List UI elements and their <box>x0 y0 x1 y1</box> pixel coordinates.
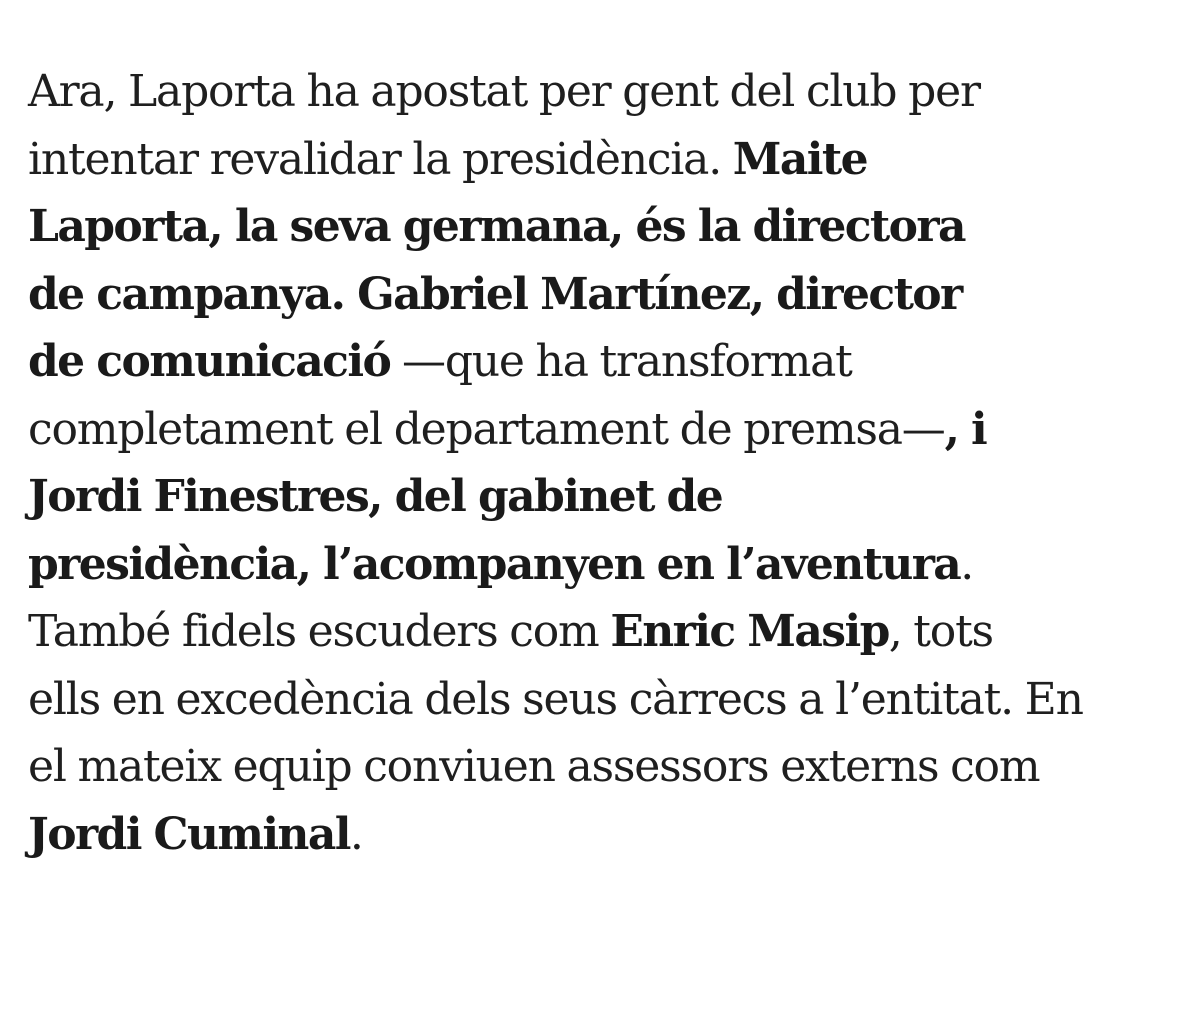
paragraph-line <box>28 261 1178 329</box>
paragraph-line <box>28 463 1178 531</box>
text-run: . <box>960 538 974 590</box>
paragraph-line <box>28 801 1178 869</box>
paragraph-line <box>28 58 1178 126</box>
text-run: —que ha transformat <box>390 336 852 387</box>
bold-text-run: Jordi Finestres, del gabinet de <box>28 471 723 522</box>
text-run: completament el departament de premsa— <box>28 403 945 455</box>
paragraph-line <box>28 328 1178 396</box>
paragraph-line <box>28 126 1178 194</box>
paragraph-line <box>28 598 1178 666</box>
text-run: ells en excedència dels seus càrrecs a l’entitat. En <box>28 673 1083 725</box>
text-run: També fidels escuders com <box>28 606 611 657</box>
bold-text-run: , i <box>944 403 987 455</box>
paragraph-line <box>28 396 1178 464</box>
paragraph-line <box>28 193 1178 261</box>
paragraph-line <box>28 531 1178 599</box>
bold-text-run: Maite <box>732 133 868 185</box>
text-run: Ara, Laporta ha apostat per gent del club per <box>28 66 980 117</box>
bold-text-run: Jordi Cuminal <box>28 808 350 860</box>
paragraph-line <box>28 666 1178 734</box>
article-paragraph <box>28 58 1178 868</box>
bold-text-run: de campanya. Gabriel Martínez, director <box>28 268 962 320</box>
text-run: el mateix equip conviuen assessors externs com <box>28 741 1040 792</box>
text-run: , tots <box>888 606 993 657</box>
text-run: . <box>349 808 363 860</box>
bold-text-run: presidència, l’acompanyen en l’aventura <box>28 538 961 590</box>
paragraph-line <box>28 733 1178 801</box>
bold-text-run: Laporta, la seva germana, és la directora <box>28 201 965 252</box>
text-run: intentar revalidar la presidència. <box>28 133 733 185</box>
bold-text-run: Enric Masip <box>610 606 889 657</box>
bold-text-run: de comunicació <box>28 336 391 387</box>
article-body <box>28 58 1178 868</box>
